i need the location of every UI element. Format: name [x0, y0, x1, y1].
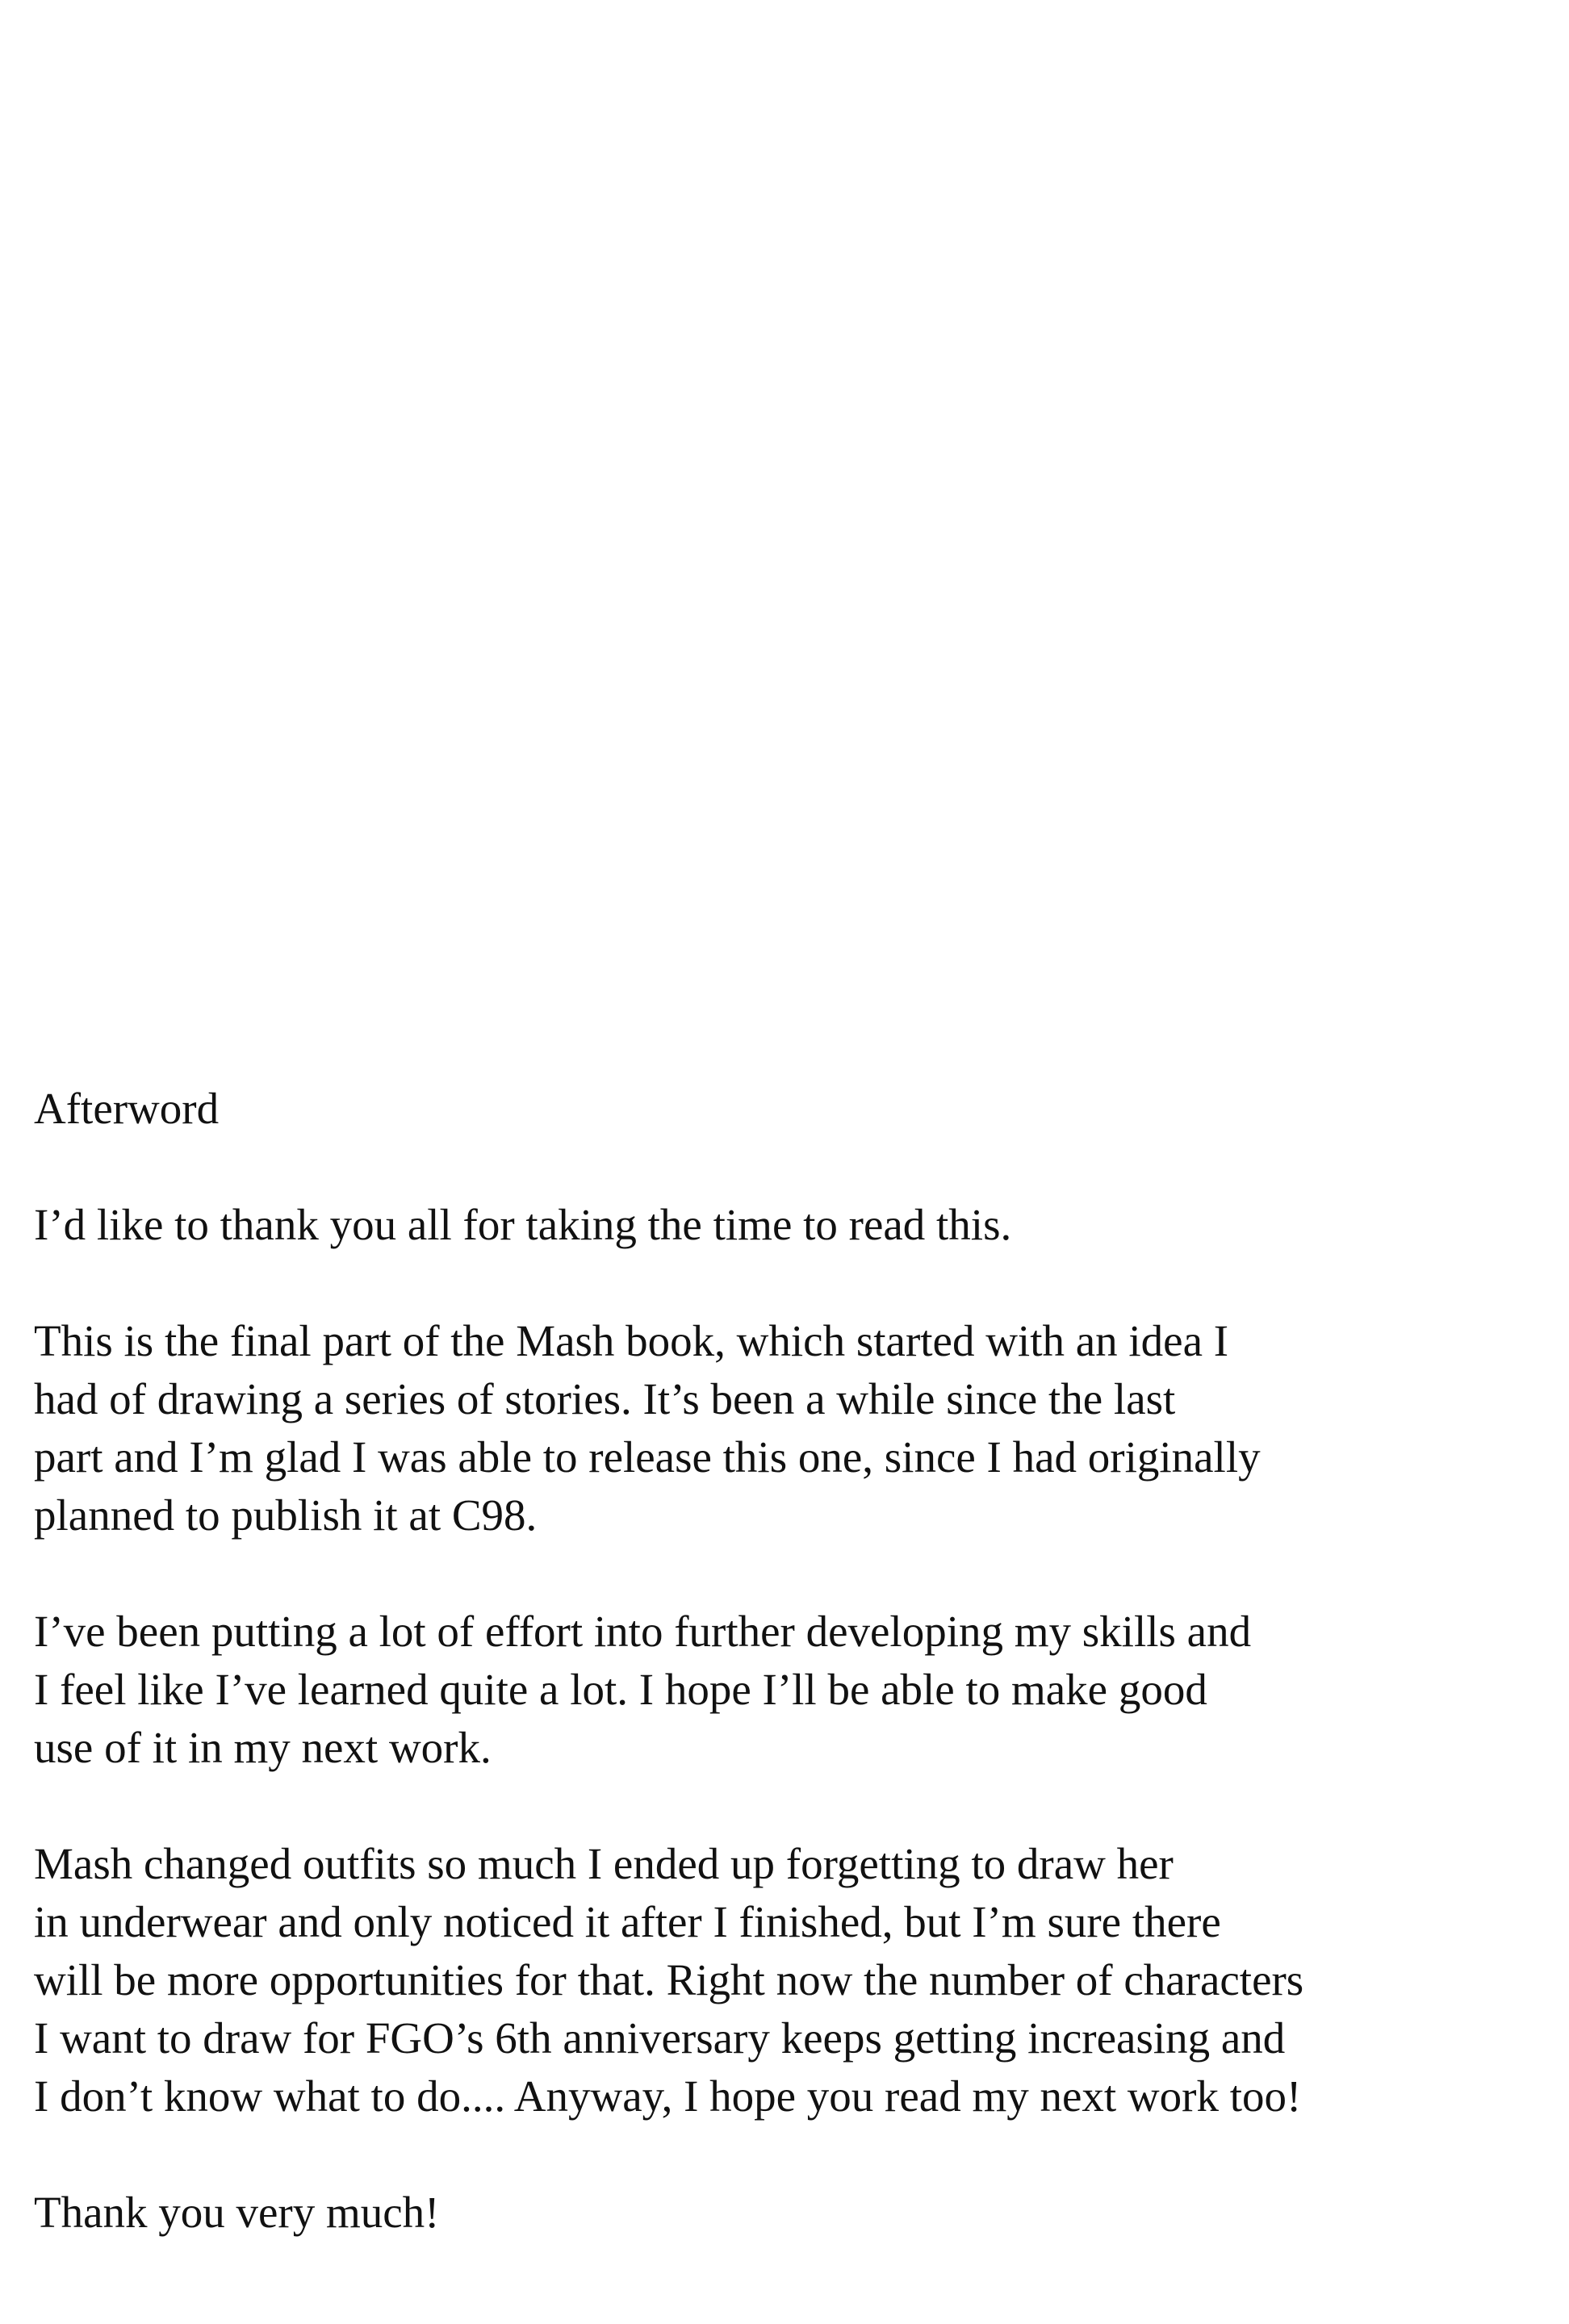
paragraph-1-line-1: I’d like to thank you all for taking the time to read this. — [34, 1200, 1012, 1249]
paragraph-2-line-3: part and I’m glad I was able to release this one, since I had originally — [34, 1432, 1261, 1482]
paragraph-4-line-5: I don’t know what to do.... Anyway, I hope you read my next work too! — [34, 2071, 1302, 2121]
paragraph-4-line-3: will be more opportunities for that. Right now the number of characters — [34, 1955, 1304, 2004]
paragraph-gap — [34, 1254, 1551, 1312]
paragraph-3-line-2: I feel like I’ve learned quite a lot. I hope I’ll be able to make good — [34, 1665, 1207, 1714]
paragraph-4-line-1: Mash changed outfits so much I ended up forgetting to draw her — [34, 1839, 1174, 1888]
paragraph-2-line-1: This is the final part of the Mash book, which started with an idea I — [34, 1316, 1229, 1365]
afterword-text — [34, 1080, 1551, 2242]
paragraph-4-line-4: I want to draw for FGO’s 6th anniversary keeps getting increasing and — [34, 2013, 1286, 2063]
paragraph-4-line-2: in underwear and only noticed it after I finished, but I’m sure there — [34, 1897, 1221, 1946]
afterword-title: Afterword — [34, 1084, 220, 1133]
paragraph-gap — [34, 2125, 1551, 2184]
paragraph-2-line-4: planned to publish it at C98. — [34, 1490, 538, 1540]
paragraph-gap — [34, 1777, 1551, 1835]
paragraph-5-line-1: Thank you very much! — [34, 2188, 440, 2237]
paragraph-gap — [34, 1544, 1551, 1603]
paragraph-3-line-3: use of it in my next work. — [34, 1723, 492, 1772]
paragraph-gap — [34, 1138, 1551, 1196]
paragraph-2-line-2: had of drawing a series of stories. It’s been a while since the last — [34, 1374, 1176, 1423]
paragraph-3-line-1: I’ve been putting a lot of effort into further developing my skills and — [34, 1607, 1252, 1656]
